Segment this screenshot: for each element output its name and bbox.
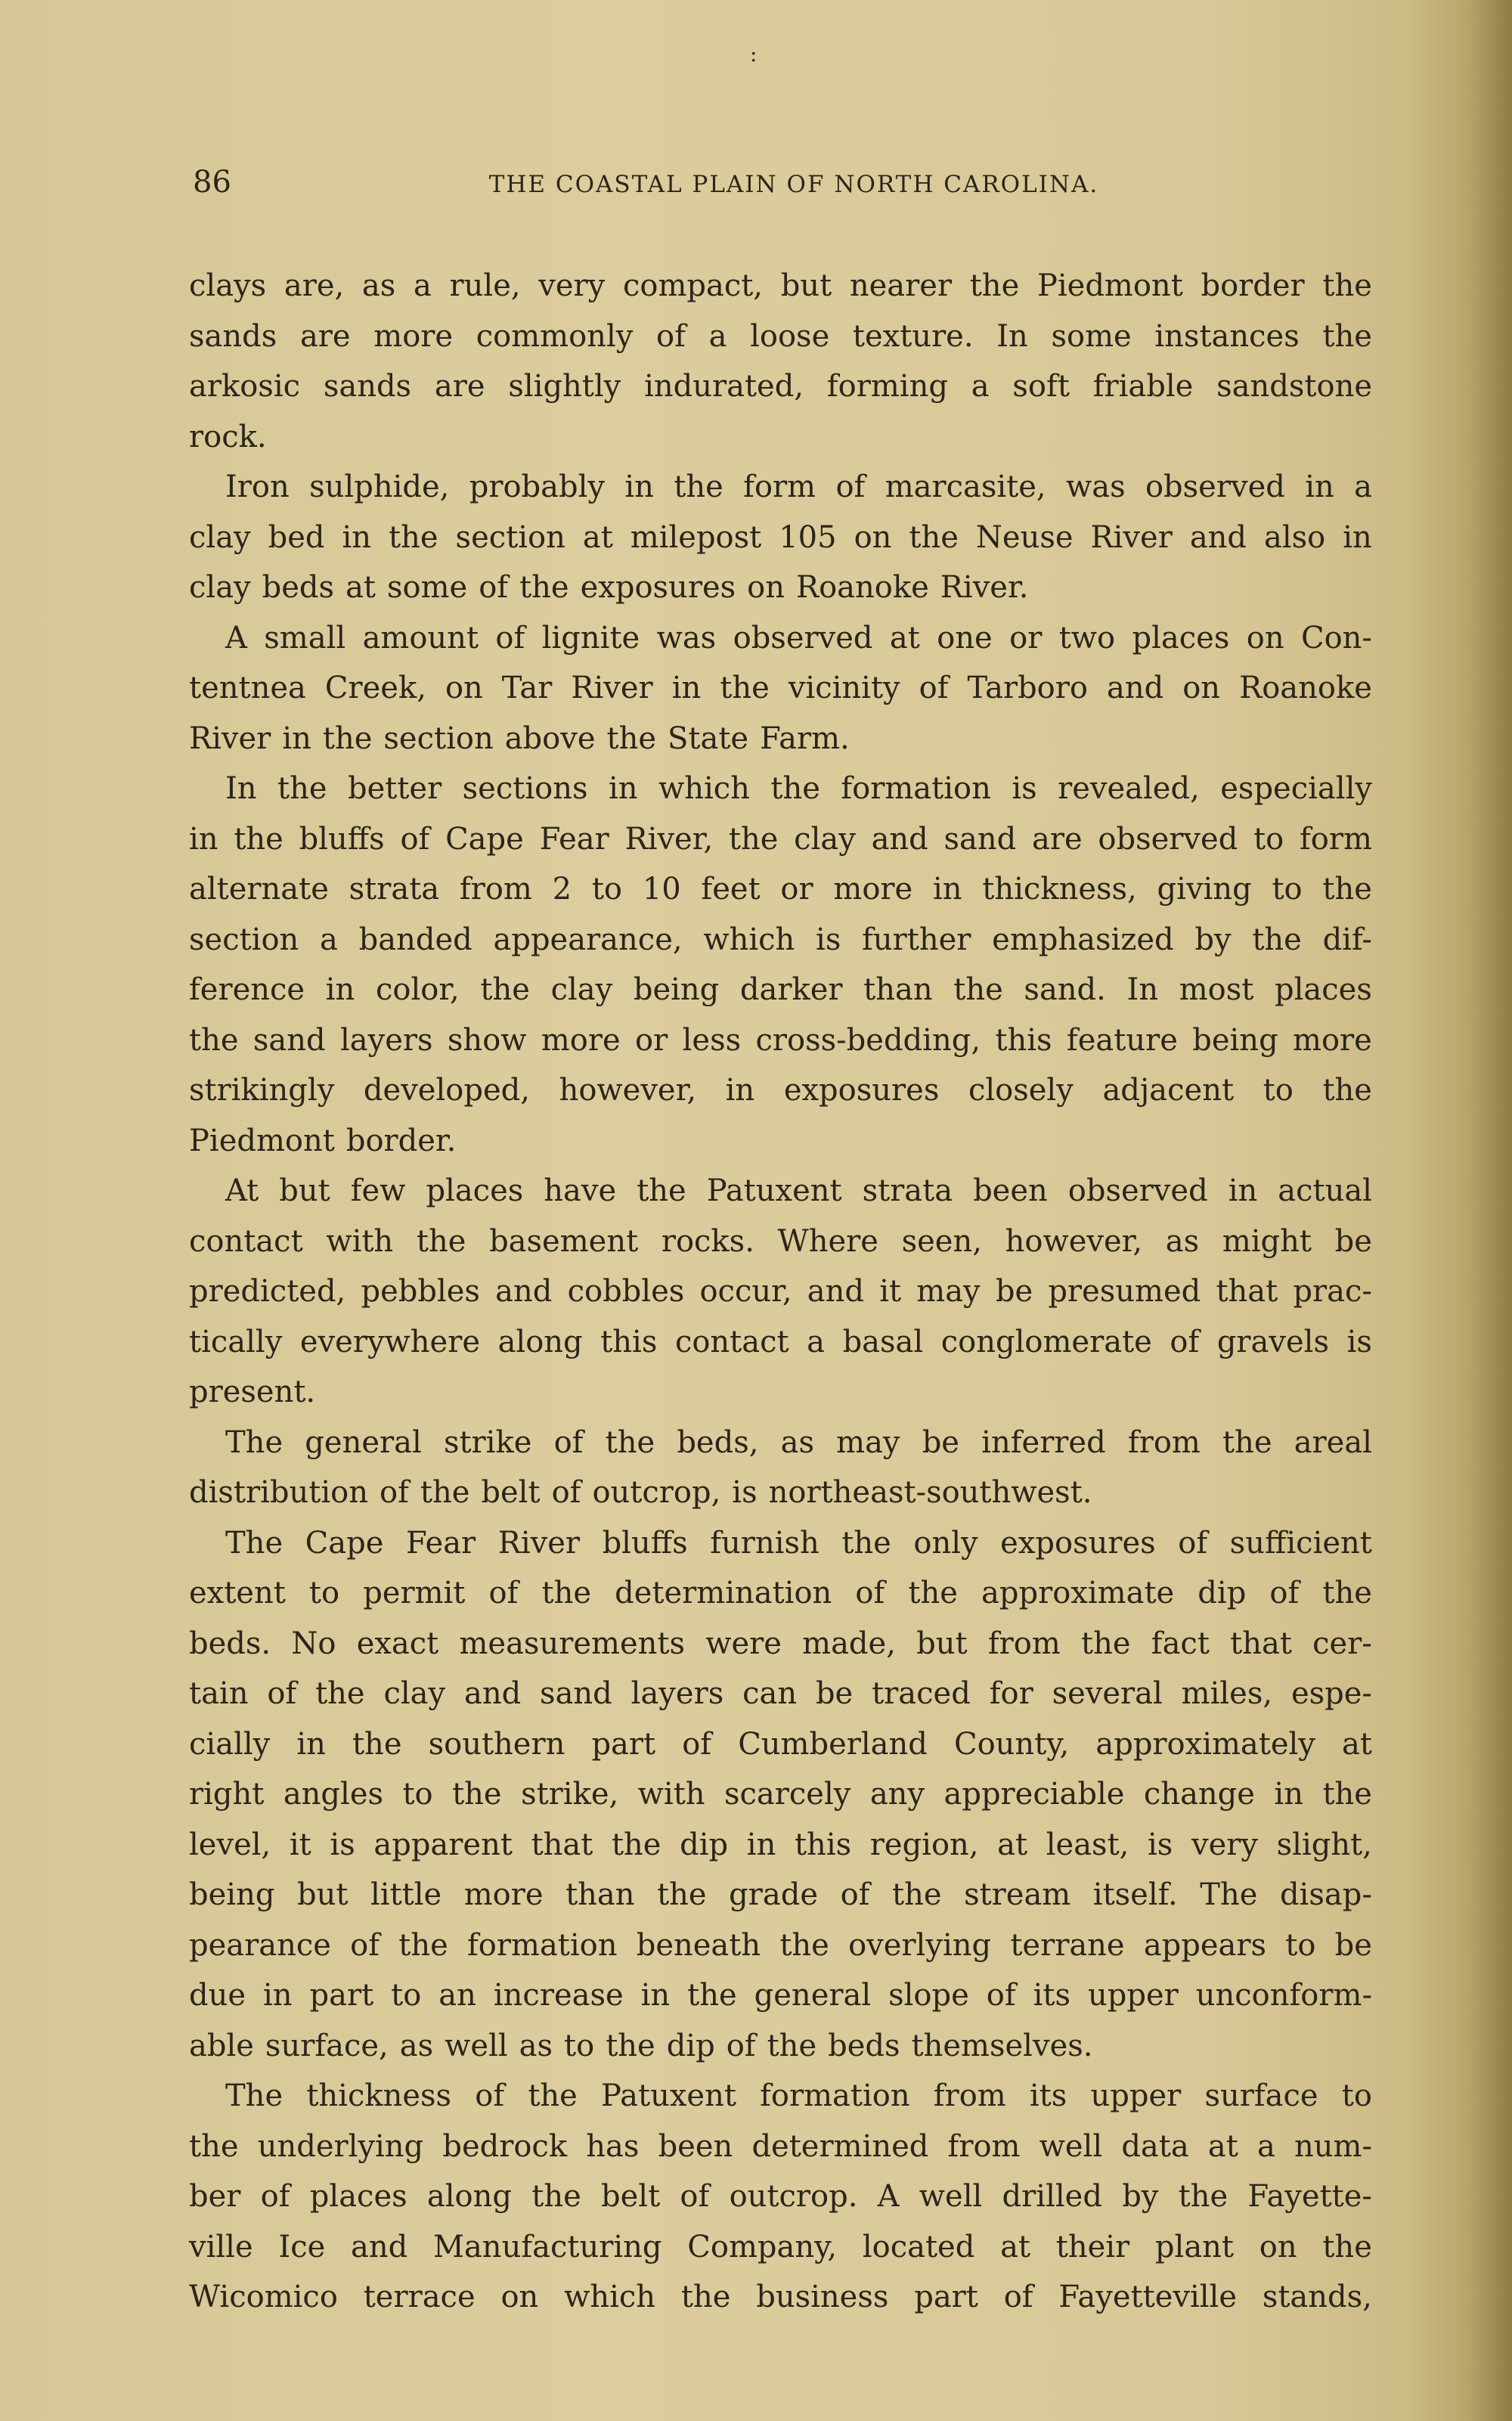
text-line: A small amount of lignite was observed at one or two places on Con- bbox=[225, 620, 1372, 656]
text-line: Wicomico terrace on which the business part of Fayetteville stands, bbox=[189, 2280, 1372, 2314]
paragraph bbox=[189, 1166, 1372, 1418]
text-line: contact with the basement rocks. Where seen, however, as might be bbox=[189, 1223, 1372, 1259]
page-header bbox=[189, 165, 1368, 210]
text-line: tentnea Creek, on Tar River in the vicinity of Tarboro and on Roanoke bbox=[189, 671, 1372, 705]
text-line: able surface, as well as to the dip of the beds themselves. bbox=[189, 2028, 1093, 2063]
text-line: predicted, pebbles and cobbles occur, and it may be presumed that prac- bbox=[189, 1274, 1372, 1309]
text-line: The general strike of the beds, as may be inferred from the areal bbox=[225, 1424, 1372, 1460]
text-line: Piedmont border. bbox=[189, 1123, 457, 1158]
text-line: River in the section above the State Farm. bbox=[189, 721, 850, 756]
text-line: section a banded appearance, which is further emphasized by the dif- bbox=[189, 922, 1372, 957]
text-line: beds. No exact measurements were made, but from the fact that cer- bbox=[189, 1626, 1372, 1661]
text-line: clays are, as a rule, very compact, but nearer the Piedmont border the bbox=[189, 268, 1372, 303]
body-text bbox=[189, 261, 1372, 2323]
text-line: Iron sulphide, probably in the form of marcasite, was observed in a bbox=[225, 470, 1372, 504]
text-line: strikingly developed, however, in exposures closely adjacent to the bbox=[189, 1073, 1372, 1108]
text-line: tically everywhere along this contact a basal conglomerate of gravels is bbox=[189, 1324, 1372, 1359]
paragraph bbox=[189, 462, 1372, 613]
text-line: In the better sections in which the formation is revealed, especially bbox=[225, 771, 1372, 806]
text-line: in the bluffs of Cape Fear River, the clay and sand are observed to form bbox=[189, 821, 1372, 857]
text-line: distribution of the belt of outcrop, is northeast-southwest. bbox=[189, 1475, 1092, 1510]
text-line: ville Ice and Manufacturing Company, located at their plant on the bbox=[189, 2229, 1372, 2264]
text-line: alternate strata from 2 to 10 feet or more in thickness, giving to the bbox=[189, 872, 1372, 907]
text-line: cially in the southern part of Cumberland County, approximately at bbox=[189, 1726, 1372, 1762]
paragraph bbox=[189, 261, 1372, 462]
paragraph bbox=[189, 1518, 1372, 2072]
text-line: clay beds at some of the exposures on Roanoke River. bbox=[189, 570, 1029, 605]
text-line: The thickness of the Patuxent formation from its upper surface to bbox=[225, 2078, 1372, 2113]
page-number: 86 bbox=[193, 165, 231, 200]
text-line: the underlying bedrock has been determined from well data at a num- bbox=[189, 2128, 1372, 2164]
paragraph bbox=[189, 613, 1372, 764]
running-title: THE COASTAL PLAIN OF NORTH CAROLINA. bbox=[488, 171, 1099, 198]
speck-mark: : bbox=[750, 42, 758, 67]
text-line: arkosic sands are slightly indurated, forming a soft friable sandstone bbox=[189, 369, 1372, 404]
text-line: the sand layers show more or less cross-bedding, this feature being more bbox=[189, 1022, 1372, 1058]
text-line: due in part to an increase in the general slope of its upper unconform- bbox=[189, 1978, 1372, 2013]
text-line: ference in color, the clay being darker than the sand. In most places bbox=[189, 972, 1372, 1007]
text-line: present. bbox=[189, 1375, 316, 1409]
text-line: being but little more than the grade of the stream itself. The disap- bbox=[189, 1877, 1372, 1912]
text-line: extent to permit of the determination of the approximate dip of the bbox=[189, 1576, 1372, 1610]
text-line: ber of places along the belt of outcrop. A well drilled by the Fayette- bbox=[189, 2179, 1372, 2214]
text-line: rock. bbox=[189, 419, 267, 454]
text-line: At but few places have the Patuxent strata been observed in actual bbox=[225, 1173, 1372, 1208]
text-line: tain of the clay and sand layers can be traced for several miles, espe- bbox=[189, 1676, 1372, 1711]
text-line: pearance of the formation beneath the overlying terrane appears to be bbox=[189, 1927, 1372, 1963]
paragraph bbox=[189, 764, 1372, 1166]
text-line: clay bed in the section at milepost 105 on the Neuse River and also in bbox=[189, 519, 1372, 555]
paragraph bbox=[189, 1418, 1372, 1518]
text-line: The Cape Fear River bluffs furnish the only exposures of sufficient bbox=[225, 1525, 1372, 1561]
paragraph bbox=[189, 2071, 1372, 2323]
text-line: sands are more commonly of a loose texture. In some instances the bbox=[189, 318, 1372, 354]
text-line: level, it is apparent that the dip in this region, at least, is very slight, bbox=[189, 1827, 1372, 1862]
text-line: right angles to the strike, with scarcely any appreciable change in the bbox=[189, 1777, 1372, 1812]
